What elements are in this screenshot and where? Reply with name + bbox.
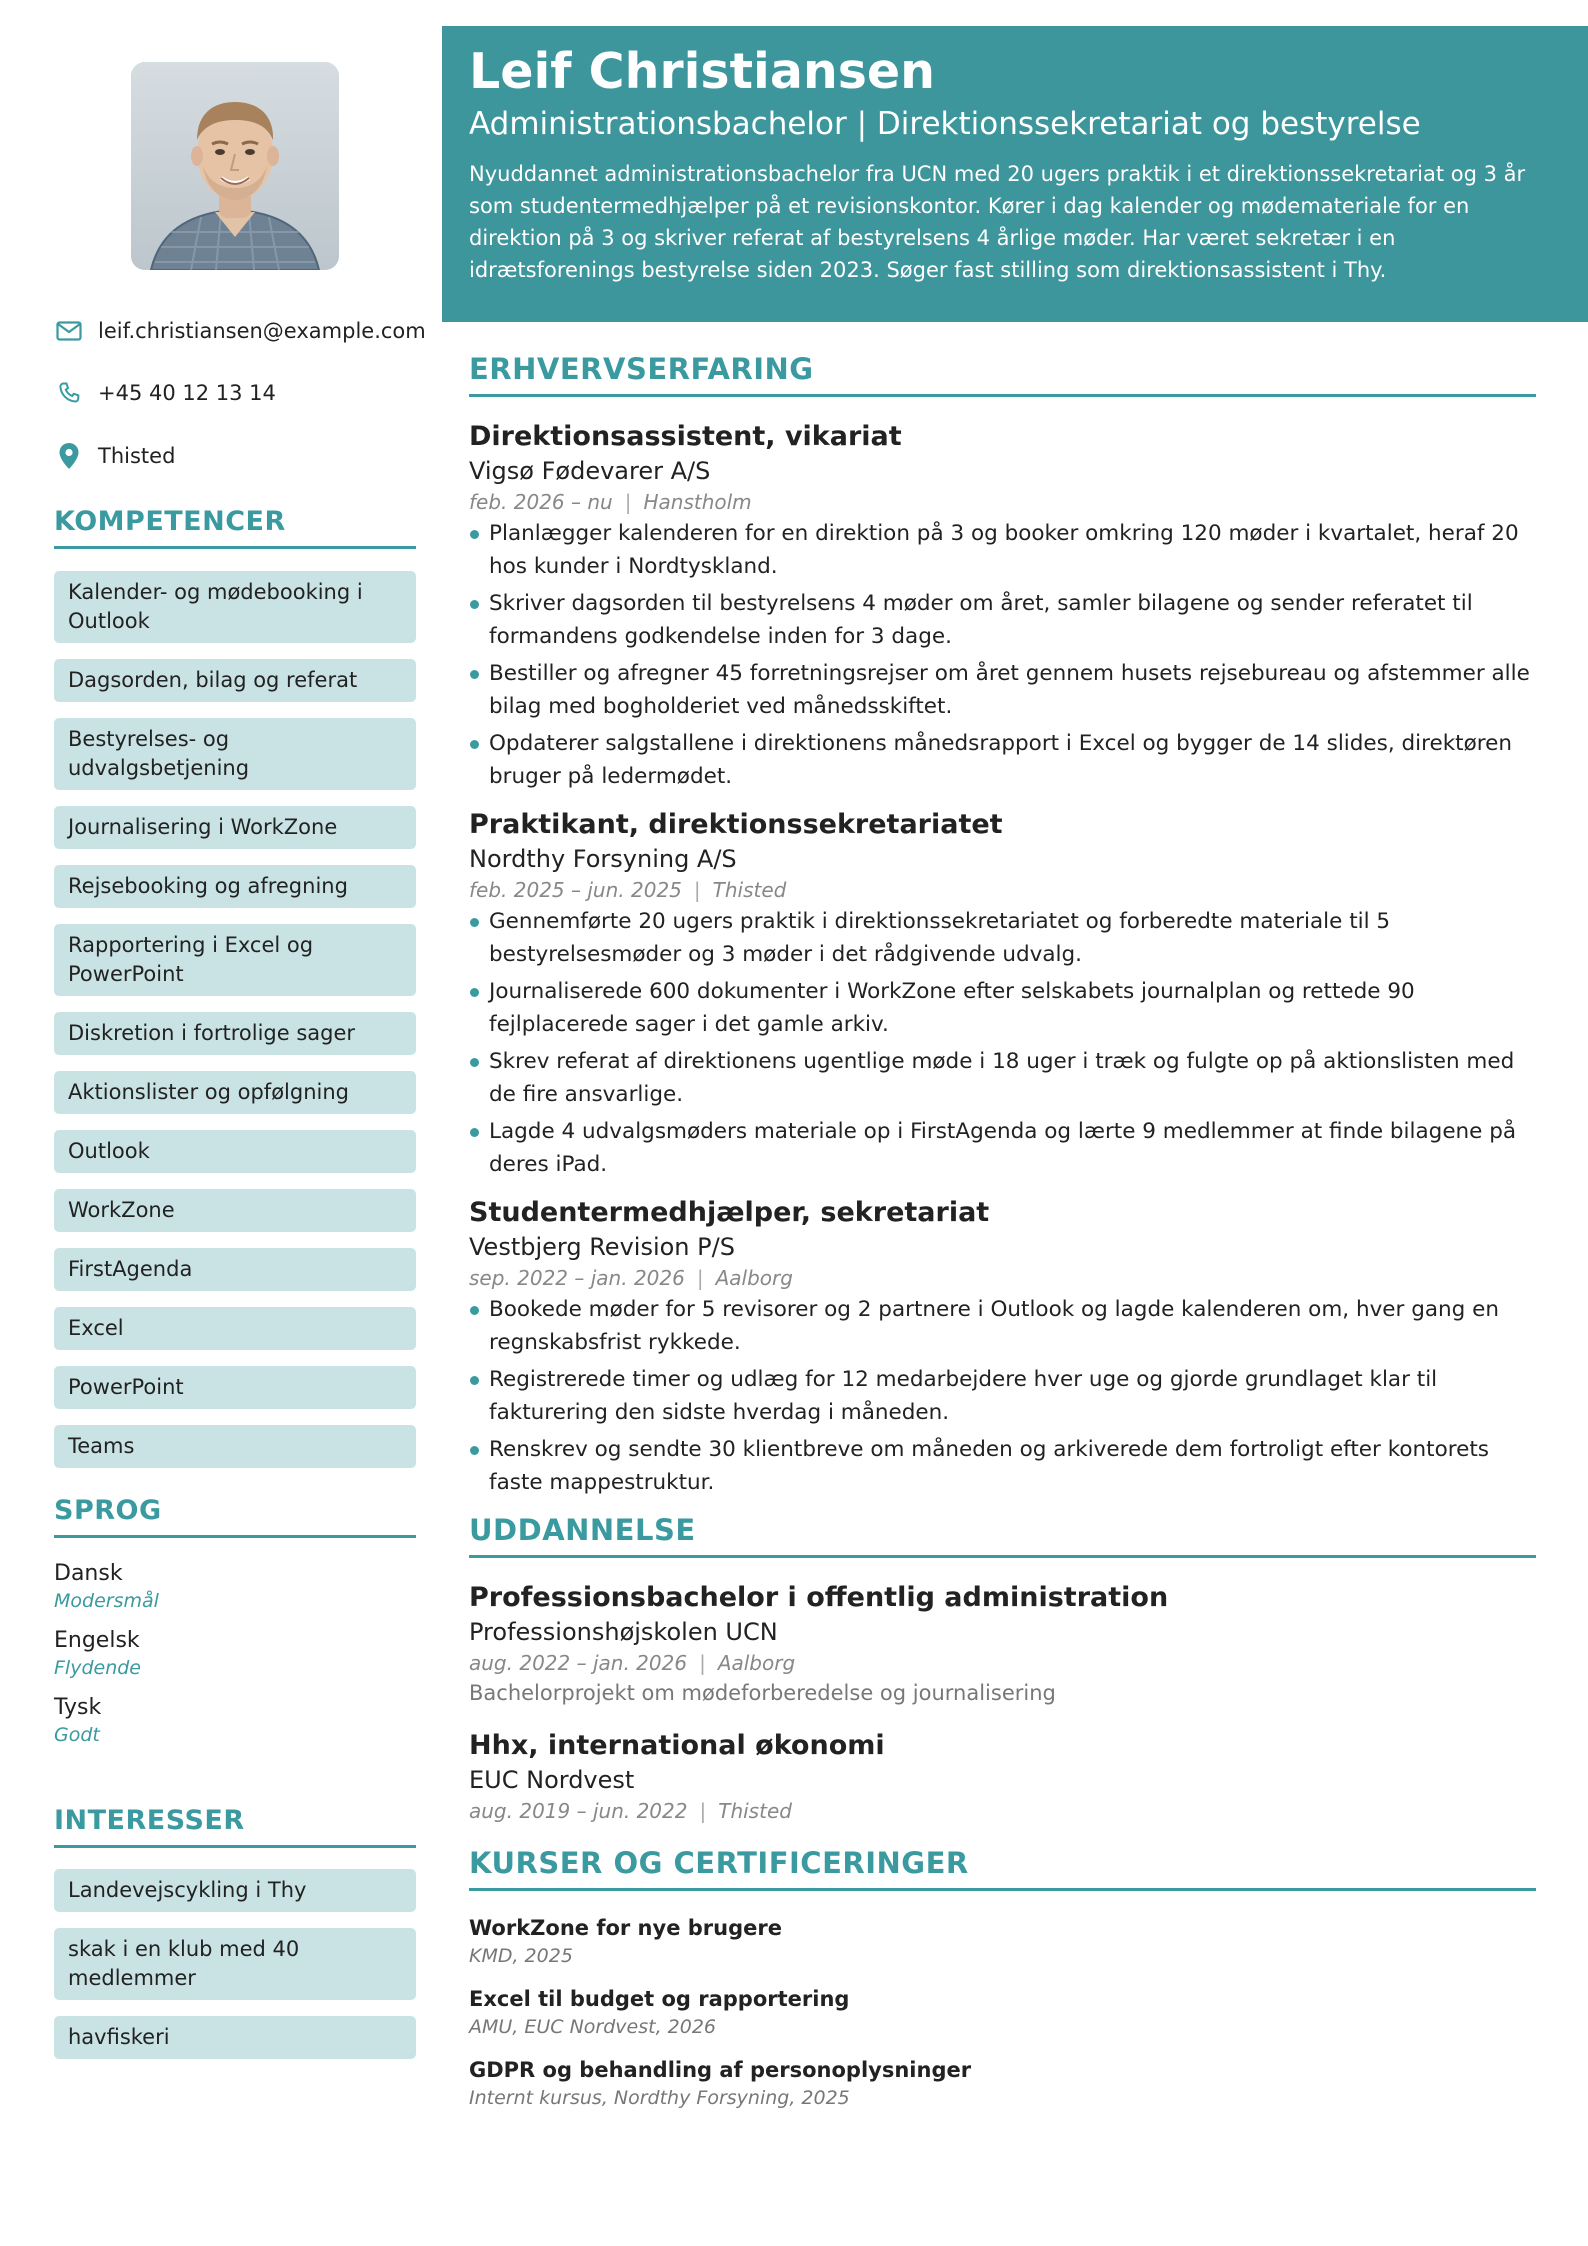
language-item	[54, 1692, 416, 1748]
main-content	[469, 352, 1536, 2126]
job-location: Aalborg	[715, 1266, 793, 1290]
interest-chip: havfiskeri	[54, 2016, 416, 2059]
job-bullet: Renskrev og sendte 30 klientbreve om måneden og arkiverede dem fortroligt efter kontorets faste mappestruktur.	[469, 1433, 1536, 1499]
education-location: Thisted	[718, 1799, 792, 1823]
skill-chip: Rejsebooking og afregning	[54, 865, 416, 908]
course-name: WorkZone for nye brugere	[469, 1916, 782, 1940]
education-school: Professionshøjskolen UCN	[469, 1618, 778, 1646]
language-item	[54, 1625, 416, 1681]
candidate-name: Leif Christiansen	[469, 43, 936, 100]
course-entry	[469, 1984, 1536, 2041]
skill-chip: Kalender- og mødebooking i Outlook	[54, 571, 416, 643]
education-degree: Professionsbachelor i offentlig administration	[469, 1582, 1169, 1613]
languages-heading: SPROG	[54, 1495, 416, 1538]
education-period: aug. 2022 – jan. 2026	[469, 1651, 688, 1675]
job-bullet: Gennemførte 20 ugers praktik i direktionssekretariatet og forberedte materiale til 5 bestyrelsesmøder og 3 møder i det rådgivende udvalg.	[469, 905, 1536, 971]
skill-chip: Aktionslister og opfølgning	[54, 1071, 416, 1114]
skill-chip: Dagsorden, bilag og referat	[54, 659, 416, 702]
skill-chip: Teams	[54, 1425, 416, 1468]
skill-chip: FirstAgenda	[54, 1248, 416, 1291]
job-bullets	[469, 905, 1536, 1181]
language-level: Godt	[54, 1724, 100, 1746]
experience-heading: ERHVERVSERFARING	[469, 352, 1536, 397]
interests-list	[54, 1869, 416, 2075]
header-banner	[442, 26, 1588, 322]
education-meta	[469, 1796, 1536, 1826]
meta-separator: |	[699, 1651, 706, 1675]
courses-heading: KURSER OG CERTIFICERINGER	[469, 1846, 1536, 1891]
education-degree: Hhx, international økonomi	[469, 1730, 885, 1761]
contact-phone[interactable]	[54, 373, 434, 413]
job-entry	[469, 807, 1536, 1181]
skills-list	[54, 571, 416, 1484]
skill-chip: Bestyrelses- og udvalgsbetjening	[54, 718, 416, 790]
courses-list	[469, 1913, 1536, 2112]
education-note: Bachelorprojekt om mødeforberedelse og journalisering	[469, 1681, 1056, 1705]
profile-summary: Nyuddannet administrationsbachelor fra UCN med 20 ugers praktik i et direktionssekretariat og 3 år som studentermedhjælper på et revisionskontor. Kører i dag kalender og mødemateriale for en direktion på 3 og skriver referat af bestyrelsens 4 årlige møder. Har været sekretær i en idrætsforenings bestyrelse siden 2023. Søger fast stilling som direktionsassistent i Thy.	[469, 162, 1526, 282]
location-text: Thisted	[98, 444, 176, 468]
sidebar	[0, 0, 440, 2246]
interest-chip: Landevejscykling i Thy	[54, 1869, 416, 1912]
job-meta	[469, 487, 1536, 517]
languages-list	[54, 1558, 416, 1759]
education-meta	[469, 1648, 1536, 1678]
profile-photo	[131, 62, 339, 270]
skill-chip: PowerPoint	[54, 1366, 416, 1409]
education-list	[469, 1580, 1536, 1826]
language-item	[54, 1558, 416, 1614]
job-bullets	[469, 1293, 1536, 1499]
job-meta	[469, 875, 1536, 905]
job-company: Vigsø Fødevarer A/S	[469, 457, 711, 485]
experience-list	[469, 419, 1536, 1499]
education-location: Aalborg	[717, 1651, 796, 1675]
skill-chip: Diskretion i fortrolige sager	[54, 1012, 416, 1055]
job-entry	[469, 1195, 1536, 1499]
contact-location	[54, 436, 434, 476]
job-bullet: Skrev referat af direktionens ugentlige møde i 18 uger i træk og fulgte op på aktionslisten med de fire ansvarlige.	[469, 1045, 1536, 1111]
meta-separator: |	[693, 878, 701, 902]
job-period: feb. 2026 – nu	[469, 490, 613, 514]
skill-chip: WorkZone	[54, 1189, 416, 1232]
language-name: Engelsk	[54, 1628, 140, 1653]
location-pin-icon	[54, 441, 84, 471]
language-level: Modersmål	[54, 1590, 159, 1612]
job-period: feb. 2025 – jun. 2025	[469, 878, 682, 902]
job-bullet: Bookede møder for 5 revisorer og 2 partnere i Outlook og lagde kalenderen om, hver gang en regnskabsfrist rykkede.	[469, 1293, 1536, 1359]
job-title: Praktikant, direktionssekretariatet	[469, 809, 1003, 840]
job-bullet: Lagde 4 udvalgsmøders materiale op i FirstAgenda og lærte 9 medlemmer at finde bilagene på deres iPad.	[469, 1115, 1536, 1181]
job-bullet: Journaliserede 600 dokumenter i WorkZone efter selskabets journalplan og rettede 90 fejlplacerede sager i det gamle arkiv.	[469, 975, 1536, 1041]
interest-chip: skak i en klub med 40 medlemmer	[54, 1928, 416, 2000]
education-entry	[469, 1728, 1536, 1826]
education-heading: UDDANNELSE	[469, 1513, 1536, 1558]
course-name: GDPR og behandling af personoplysninger	[469, 2058, 972, 2082]
interests-heading: INTERESSER	[54, 1805, 416, 1848]
course-entry	[469, 1913, 1536, 1970]
language-name: Dansk	[54, 1561, 123, 1586]
mail-icon	[54, 316, 84, 346]
course-meta: Internt kursus, Nordthy Forsyning, 2025	[469, 2087, 850, 2109]
language-name: Tysk	[54, 1695, 102, 1720]
meta-separator: |	[624, 490, 632, 514]
skill-chip: Rapportering i Excel og PowerPoint	[54, 924, 416, 996]
job-bullets	[469, 517, 1536, 793]
phone-text: +45 40 12 13 14	[98, 381, 276, 405]
skill-chip: Outlook	[54, 1130, 416, 1173]
language-level: Flydende	[54, 1657, 141, 1679]
course-meta: AMU, EUC Nordvest, 2026	[469, 2016, 717, 2038]
education-school: EUC Nordvest	[469, 1766, 635, 1794]
job-bullet: Bestiller og afregner 45 forretningsrejser om året gennem husets rejsebureau og afstemmer alle bilag med bogholderiet ved månedsskiftet.	[469, 657, 1536, 723]
education-period: aug. 2019 – jun. 2022	[469, 1799, 688, 1823]
skill-chip: Journalisering i WorkZone	[54, 806, 416, 849]
job-bullet: Opdaterer salgstallene i direktionens månedsrapport i Excel og bygger de 14 slides, direktøren bruger på ledermødet.	[469, 727, 1536, 793]
course-entry	[469, 2055, 1536, 2112]
job-meta	[469, 1263, 1536, 1293]
skill-chip: Excel	[54, 1307, 416, 1350]
meta-separator: |	[696, 1266, 704, 1290]
job-company: Vestbjerg Revision P/S	[469, 1233, 735, 1261]
education-entry	[469, 1580, 1536, 1708]
job-location: Thisted	[712, 878, 787, 902]
job-title: Studentermedhjælper, sekretariat	[469, 1197, 990, 1228]
email-text: leif.christiansen@example.com	[98, 319, 426, 343]
meta-separator: |	[699, 1799, 707, 1823]
job-period: sep. 2022 – jan. 2026	[469, 1266, 685, 1290]
job-entry	[469, 419, 1536, 793]
job-title: Direktionsassistent, vikariat	[469, 421, 902, 452]
phone-icon	[54, 378, 84, 408]
job-company: Nordthy Forsyning A/S	[469, 845, 737, 873]
job-bullet: Planlægger kalenderen for en direktion på 3 og booker omkring 120 møder i kvartalet, heraf 20 hos kunder i Nordtyskland.	[469, 517, 1536, 583]
candidate-title: Administrationsbachelor | Direktionssekretariat og bestyrelse	[469, 106, 1421, 142]
course-meta: KMD, 2025	[469, 1945, 573, 1967]
job-bullet: Registrerede timer og udlæg for 12 medarbejdere hver uge og gjorde grundlaget klar til fakturering den sidste hverdag i måneden.	[469, 1363, 1536, 1429]
skills-heading: KOMPETENCER	[54, 506, 416, 549]
job-location: Hanstholm	[643, 490, 752, 514]
job-bullet: Skriver dagsorden til bestyrelsens 4 møder om året, samler bilagene og sender referatet til formandens godkendelse inden for 3 dage.	[469, 587, 1536, 653]
course-name: Excel til budget og rapportering	[469, 1987, 850, 2011]
contact-email[interactable]	[54, 311, 434, 351]
